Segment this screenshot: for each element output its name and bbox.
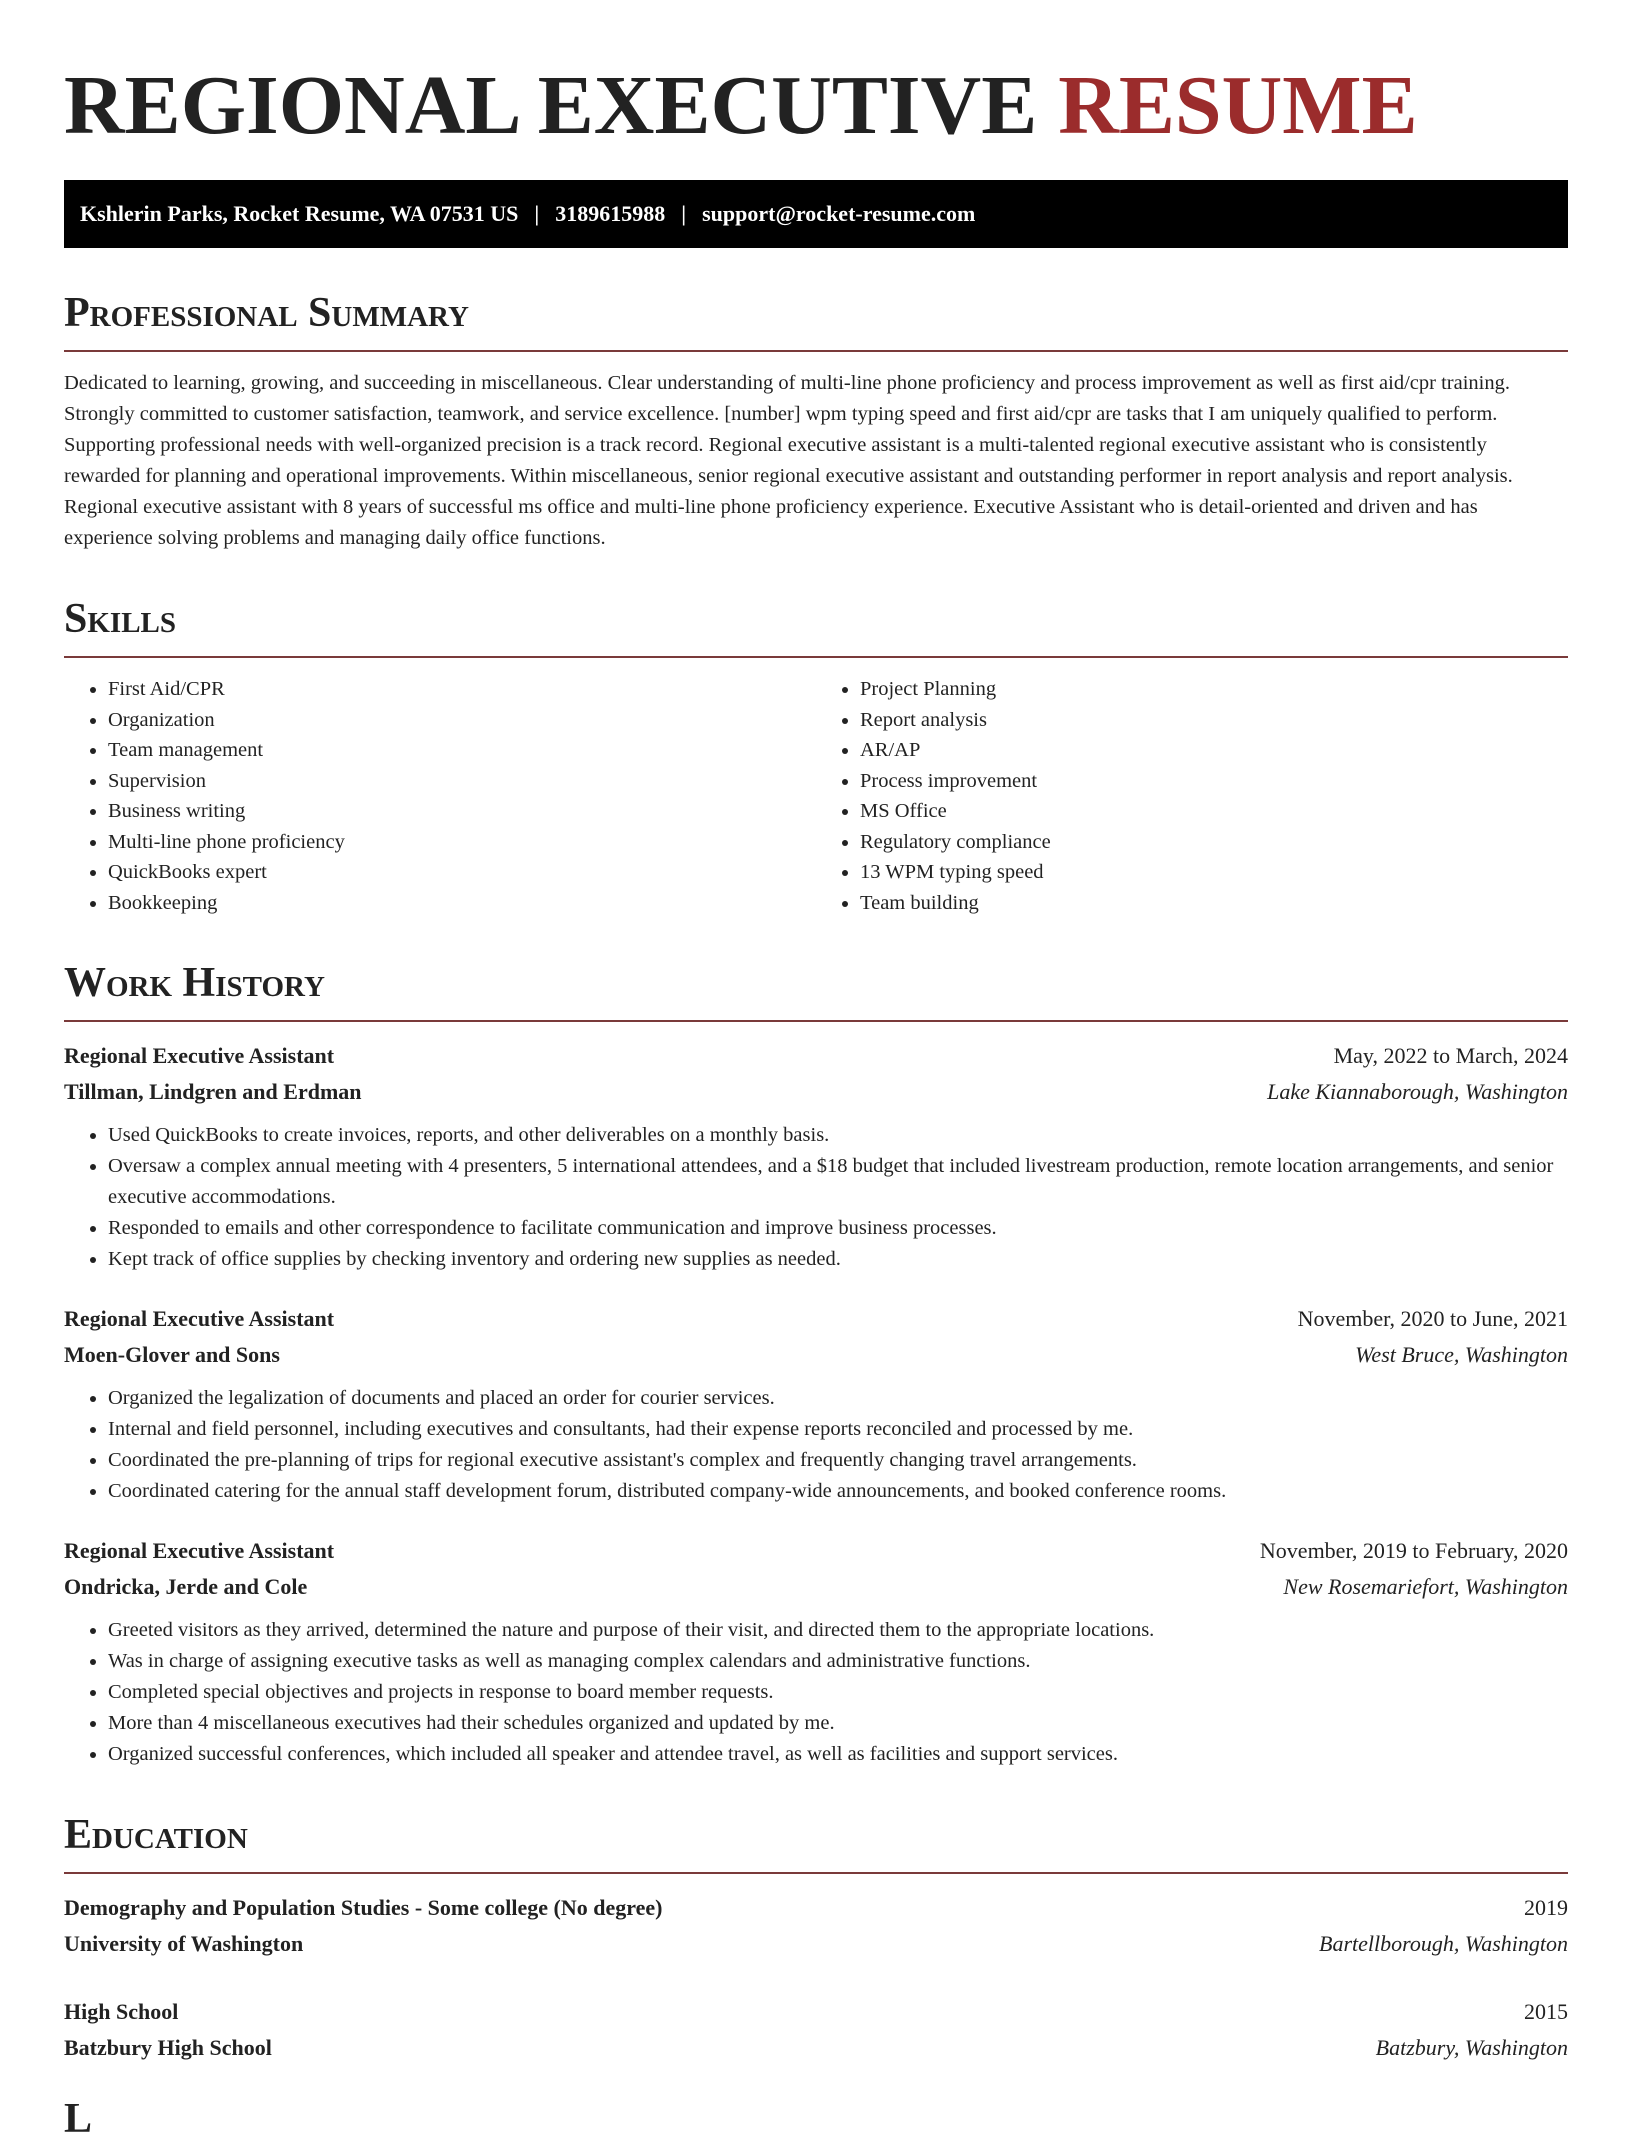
skill-item: • Business writing [108,796,816,827]
skill-item: • Regulatory compliance [860,827,1568,858]
education-school: University of Washington [64,1931,304,1956]
contact-phone: 3189615988 [555,201,666,226]
education-degree: Demography and Population Studies - Some college (No degree) [64,1895,663,1920]
skills-column-right [816,674,1568,918]
job-entry [64,1038,1568,1275]
job-location: New Rosemariefort, Washington [1283,1574,1568,1599]
job-bullet: • Coordinated the pre-planning of trips for regional executive assistant's complex and frequently changing travel arrangements. [108,1445,1568,1476]
skill-item: • Supervision [108,766,816,797]
job-company: Moen-Glover and Sons [64,1342,280,1367]
education-year: 2015 [1524,1999,1568,2024]
skill-item: • Team management [108,735,816,766]
section-heading: Education [64,1812,248,1858]
education-entry [64,1994,1568,2066]
skill-item: • Bookkeeping [108,888,816,919]
summary-section [64,292,1568,554]
skill-item: • MS Office [860,796,1568,827]
summary-text: Dedicated to learning, growing, and succeeding in miscellaneous. Clear understanding of multi-line phone proficiency and process improvement as well as first aid/cpr training. Strongly committed to customer satisfaction, teamwork, and service excellence. [number] wpm typing speed and first aid/cpr are tasks that I am uniquely qualified to perform. Supporting professional needs with well-organized precision is a track record. Regional executive assistant is a multi-talented regional executive assistant who is consistently rewarded for planning and operational improvements. Within miscellaneous, senior regional executive assistant and outstanding performer in report analysis and report analysis. Regional executive assistant with 8 years of successful ms office and multi-line phone proficiency experience. Executive Assistant who is detail-oriented and driven and has experience solving problems and managing daily office functions. [64,372,1513,549]
job-bullet: • Internal and field personnel, including executives and consultants, had their expense reports reconciled and processed by me. [108,1414,1568,1445]
education-location: Bartellborough, Washington [1319,1931,1568,1956]
job-entry [64,1301,1568,1507]
skills-column-left [64,674,816,918]
job-bullets [64,1383,1568,1507]
job-entry [64,1533,1568,1770]
job-bullet: • Used QuickBooks to create invoices, reports, and other deliverables on a monthly basis. [108,1120,1568,1151]
skill-item: • First Aid/CPR [108,674,816,705]
job-location: West Bruce, Washington [1355,1342,1568,1367]
contact-separator: | [534,201,540,226]
education-section [64,1814,1568,2066]
skill-item: • AR/AP [860,735,1568,766]
job-dates: May, 2022 to March, 2024 [1333,1043,1568,1068]
contact-separator: | [681,201,687,226]
education-location: Batzbury, Washington [1375,2035,1568,2060]
next-section-heading-partial: L [64,2096,93,2142]
skill-item: • Project Planning [860,674,1568,705]
job-dates: November, 2019 to February, 2020 [1259,1538,1568,1563]
job-bullet: • Responded to emails and other correspondence to facilitate communication and improve business processes. [108,1213,1568,1244]
contact-address: Kshlerin Parks, Rocket Resume, WA 07531 US [80,201,519,226]
job-title: Regional Executive Assistant [64,1538,335,1563]
section-heading: Professional Summary [64,290,469,336]
contact-bar [64,180,1568,248]
job-company: Ondricka, Jerde and Cole [64,1574,308,1599]
job-bullet: • Completed special objectives and projects in response to board member requests. [108,1677,1568,1708]
contact-email[interactable]: support@rocket-resume.com [702,201,976,226]
job-title: Regional Executive Assistant [64,1306,335,1331]
job-location: Lake Kiannaborough, Washington [1267,1079,1568,1104]
title-accent: RESUME [1058,59,1418,152]
education-entry [64,1890,1568,1962]
job-bullets [64,1120,1568,1275]
section-heading: Work History [64,960,325,1006]
job-company: Tillman, Lindgren and Erdman [64,1079,362,1104]
job-bullet: • Organized successful conferences, which included all speaker and attendee travel, as well as facilities and support services. [108,1739,1568,1770]
education-degree: High School [64,1999,179,2024]
section-divider [64,656,1568,658]
skills-section [64,598,1568,918]
job-title: Regional Executive Assistant [64,1043,335,1068]
skill-item: • Organization [108,705,816,736]
job-bullet: • Oversaw a complex annual meeting with 4 presenters, 5 international attendees, and a $18 budget that included livestream production, remote location arrangements, and senior executive accommodations. [108,1151,1568,1213]
education-school: Batzbury High School [64,2035,272,2060]
job-bullet: • Was in charge of assigning executive tasks as well as managing complex calendars and administrative functions. [108,1646,1568,1677]
education-year: 2019 [1524,1895,1568,1920]
title-main: REGIONAL EXECUTIVE [64,59,1038,152]
work-history-section [64,962,1568,1770]
job-dates: November, 2020 to June, 2021 [1297,1306,1568,1331]
job-bullet: • Coordinated catering for the annual staff development forum, distributed company-wide announcements, and booked conference rooms. [108,1476,1568,1507]
skills-list [64,674,1568,918]
job-bullet: • Organized the legalization of documents and placed an order for courier services. [108,1383,1568,1414]
skill-item: • 13 WPM typing speed [860,857,1568,888]
resume-title [64,59,1568,152]
section-divider [64,350,1568,352]
section-heading: Skills [64,596,177,642]
skill-item: • Team building [860,888,1568,919]
section-divider [64,1872,1568,1874]
job-bullet: • Greeted visitors as they arrived, determined the nature and purpose of their visit, and directed them to the appropriate locations. [108,1615,1568,1646]
skill-item: • Multi-line phone proficiency [108,827,816,858]
skill-item: • Process improvement [860,766,1568,797]
job-bullets [64,1615,1568,1770]
job-bullet: • More than 4 miscellaneous executives had their schedules organized and updated by me. [108,1708,1568,1739]
section-divider [64,1020,1568,1022]
skill-item: • Report analysis [860,705,1568,736]
skill-item: • QuickBooks expert [108,857,816,888]
job-bullet: • Kept track of office supplies by checking inventory and ordering new supplies as needed. [108,1244,1568,1275]
